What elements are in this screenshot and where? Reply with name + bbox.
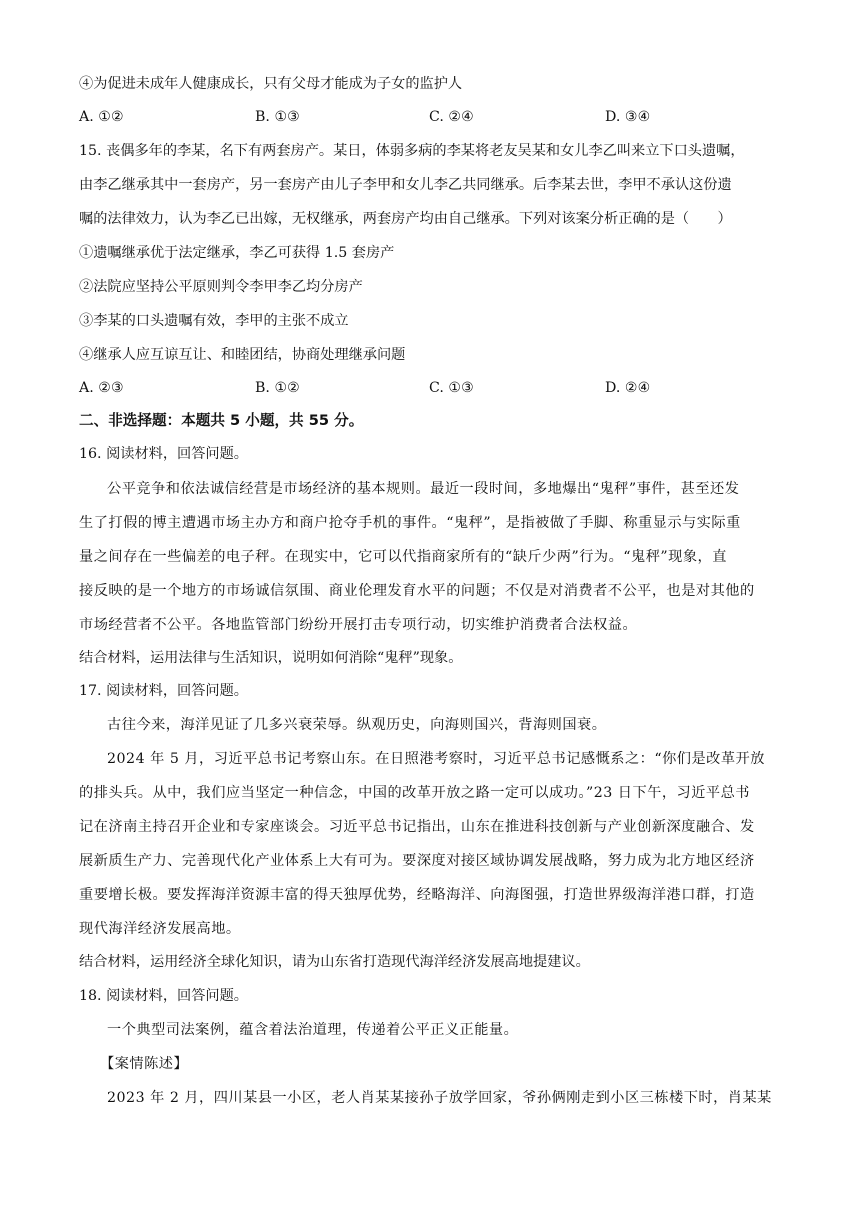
- q15-option-b: B. ①②: [255, 380, 300, 396]
- q14-statement-4: ④为促进未成年人健康成长，只有父母才能成为子女的监护人: [79, 76, 463, 92]
- q17-material-line-6: 重要增长极。要发挥海洋资源丰富的得天独厚优势，经略海洋、向海图强，打造世界级海洋港口群，打造: [79, 887, 755, 903]
- q14-option-b: B. ①③: [255, 109, 300, 125]
- q16-heading: 16. 阅读材料，回答问题。: [79, 446, 248, 462]
- q18-heading: 18. 阅读材料，回答问题。: [79, 988, 248, 1004]
- q16-material-line-2: 生了打假的博主遭遇市场主办方和商户抢夺手机的事件。“鬼秤”，是指被做了手脚、称重显示与实际重: [79, 515, 741, 531]
- q15-statement-1: ①遗嘱继承优于法定继承，李乙可获得 1.5 套房产: [79, 245, 395, 261]
- q15-statement-4: ④继承人应互谅互让、和睦团结，协商处理继承问题: [79, 347, 406, 363]
- q18-case-heading: 【案情陈述】: [100, 1056, 189, 1072]
- q14-option-c: C. ②④: [429, 109, 474, 125]
- q17-material-line-1: 古往今来，海洋见证了几多兴衰荣辱。纵观历史，向海则国兴，背海则国衰。: [107, 717, 607, 733]
- q18-material-line-1: 一个典型司法案例，蕴含着法治道理，传递着公平正义正能量。: [107, 1022, 519, 1038]
- q16-task: 结合材料，运用法律与生活知识，说明如何消除“鬼秤”现象。: [79, 650, 463, 666]
- q15-stem-line-3: 嘱的法律效力，认为李乙已出嫁，无权继承，两套房产均由自己继承。下列对该案分析正确的是（ ）: [79, 211, 732, 227]
- q17-material-line-3: 的排头兵。从中，我们应当坚定一种信念，中国的改革开放之路一定可以成功。”23 日下午，习近平总书: [79, 785, 750, 801]
- q16-material-line-5: 市场经营者不公平。各地监管部门纷纷开展打击专项行动，切实维护消费者合法权益。: [79, 617, 638, 633]
- q16-material-line-3: 量之间存在一些偏差的电子秤。在现实中，它可以代指商家所有的“缺斤少两”行为。“鬼秤”现象，直: [79, 549, 727, 565]
- q15-stem-line-1: 15. 丧偶多年的李某，名下有两套房产。某日，体弱多病的李某将老友吴某和女儿李乙叫来立下口头遗嘱，: [79, 143, 745, 159]
- section-2-title: 二、非选择题：本题共 5 小题，共 55 分。: [79, 412, 364, 429]
- q17-heading: 17. 阅读材料，回答问题。: [79, 683, 248, 699]
- q17-material-line-5: 展新质生产力、完善现代化产业体系上大有可为。要深度对接区域协调发展战略，努力成为北方地区经济: [79, 853, 755, 869]
- q18-material-line-2: 2023 年 2 月，四川某县一小区，老人肖某某接孙子放学回家，爷孙俩刚走到小区三栋楼下时，肖某某: [107, 1090, 772, 1106]
- q15-statement-2: ②法院应坚持公平原则判令李甲李乙均分房产: [79, 279, 363, 295]
- q17-task: 结合材料，运用经济全球化知识，请为山东省打造现代海洋经济发展高地提建议。: [79, 954, 590, 970]
- q17-material-line-2: 2024 年 5 月，习近平总书记考察山东。在日照港考察时，习近平总书记感慨系之：“你们是改革开放: [107, 751, 765, 767]
- q15-stem-line-2: 由李乙继承其中一套房产，另一套房产由儿子李甲和女儿李乙共同继承。后李某去世，李甲不承认这份遗: [79, 177, 732, 193]
- q14-option-d: D. ③④: [605, 109, 651, 125]
- q15-option-d: D. ②④: [605, 380, 651, 396]
- q15-option-c: C. ①③: [429, 380, 474, 396]
- q17-material-line-7: 现代海洋经济发展高地。: [79, 921, 241, 937]
- q14-option-a: A. ①②: [79, 109, 124, 125]
- q17-material-line-4: 记在济南主持召开企业和专家座谈会。习近平总书记指出，山东在推进科技创新与产业创新深度融合、发: [79, 819, 755, 835]
- q15-statement-3: ③李某的口头遗嘱有效，李甲的主张不成立: [79, 313, 349, 329]
- q16-material-line-4: 接反映的是一个地方的市场诚信氛围、商业伦理发育水平的问题；不仅是对消费者不公平，也是对其他的: [79, 583, 755, 599]
- q16-material-line-1: 公平竞争和依法诚信经营是市场经济的基本规则。最近一段时间，多地爆出“鬼秤”事件，甚至还发: [107, 481, 740, 497]
- q15-option-a: A. ②③: [79, 380, 124, 396]
